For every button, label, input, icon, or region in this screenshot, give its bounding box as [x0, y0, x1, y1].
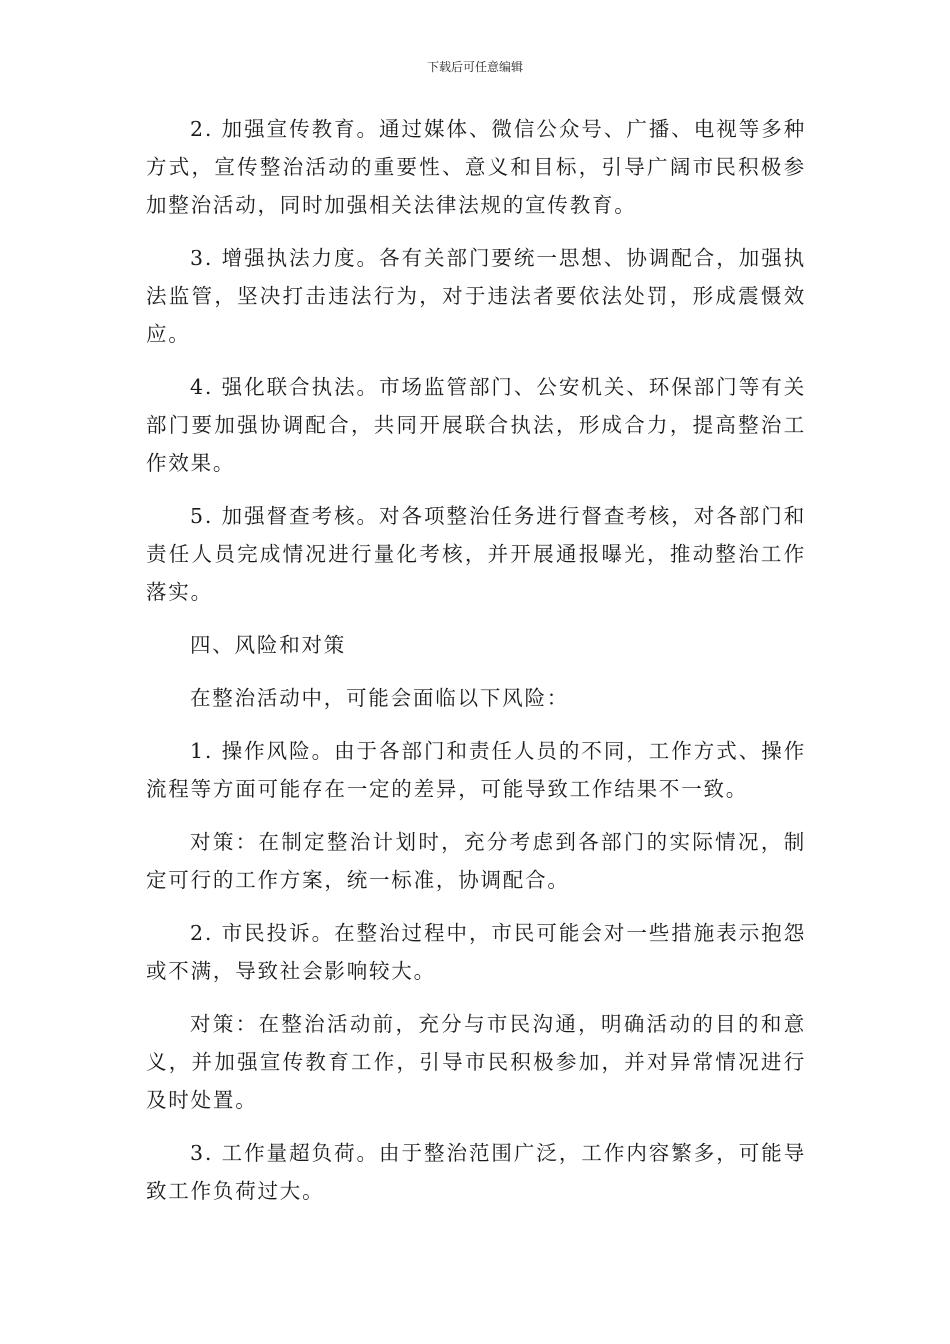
paragraph-risk-intro: 在整治活动中，可能会面临以下风险： — [190, 686, 570, 710]
paragraph-item-4-joint-enforcement: 4. 强化联合执法。市场监管部门、公安机关、环保部门等有关部门要加强协调配合，共同开展联合执法，形成合力，提高整治工作效果。 — [146, 375, 806, 475]
paragraph-risk-2-complaints: 2. 市民投诉。在整治过程中，市民可能会对一些措施表示抱怨或不满，导致社会影响较大。 — [146, 921, 806, 983]
paragraph-countermeasure-2: 对策：在整治活动前，充分与市民沟通，明确活动的目的和意义，并加强宣传教育工作，引导市民积极参加，并对异常情况进行及时处置。 — [146, 1012, 806, 1112]
paragraph-risk-1-operation: 1. 操作风险。由于各部门和责任人员的不同，工作方式、操作流程等方面可能存在一定的差异，可能导致工作结果不一致。 — [146, 739, 806, 801]
header-note: 下载后可任意编辑 — [426, 60, 523, 74]
section-heading-risks: 四、风险和对策 — [190, 633, 347, 657]
paragraph-countermeasure-1: 对策：在制定整治计划时，充分考虑到各部门的实际情况，制定可行的工作方案，统一标准，协调配合。 — [146, 830, 806, 892]
paragraph-risk-3-workload: 3. 工作量超负荷。由于整治范围广泛，工作内容繁多，可能导致工作负荷过大。 — [146, 1141, 806, 1203]
document-body — [146, 110, 806, 1225]
paragraph-item-5-supervision: 5. 加强督查考核。对各项整治任务进行督查考核，对各部门和责任人员完成情况进行量化考核，并开展通报曝光，推动整治工作落实。 — [146, 504, 806, 604]
paragraph-item-3-enforcement: 3. 增强执法力度。各有关部门要统一思想、协调配合，加强执法监管，坚决打击违法行为，对于违法者要依法处罚，形成震慑效应。 — [146, 246, 806, 346]
paragraph-item-2-publicity: 2. 加强宣传教育。通过媒体、微信公众号、广播、电视等多种方式，宣传整治活动的重要性、意义和目标，引导广阔市民积极参加整治活动，同时加强相关法律法规的宣传教育。 — [146, 117, 806, 217]
